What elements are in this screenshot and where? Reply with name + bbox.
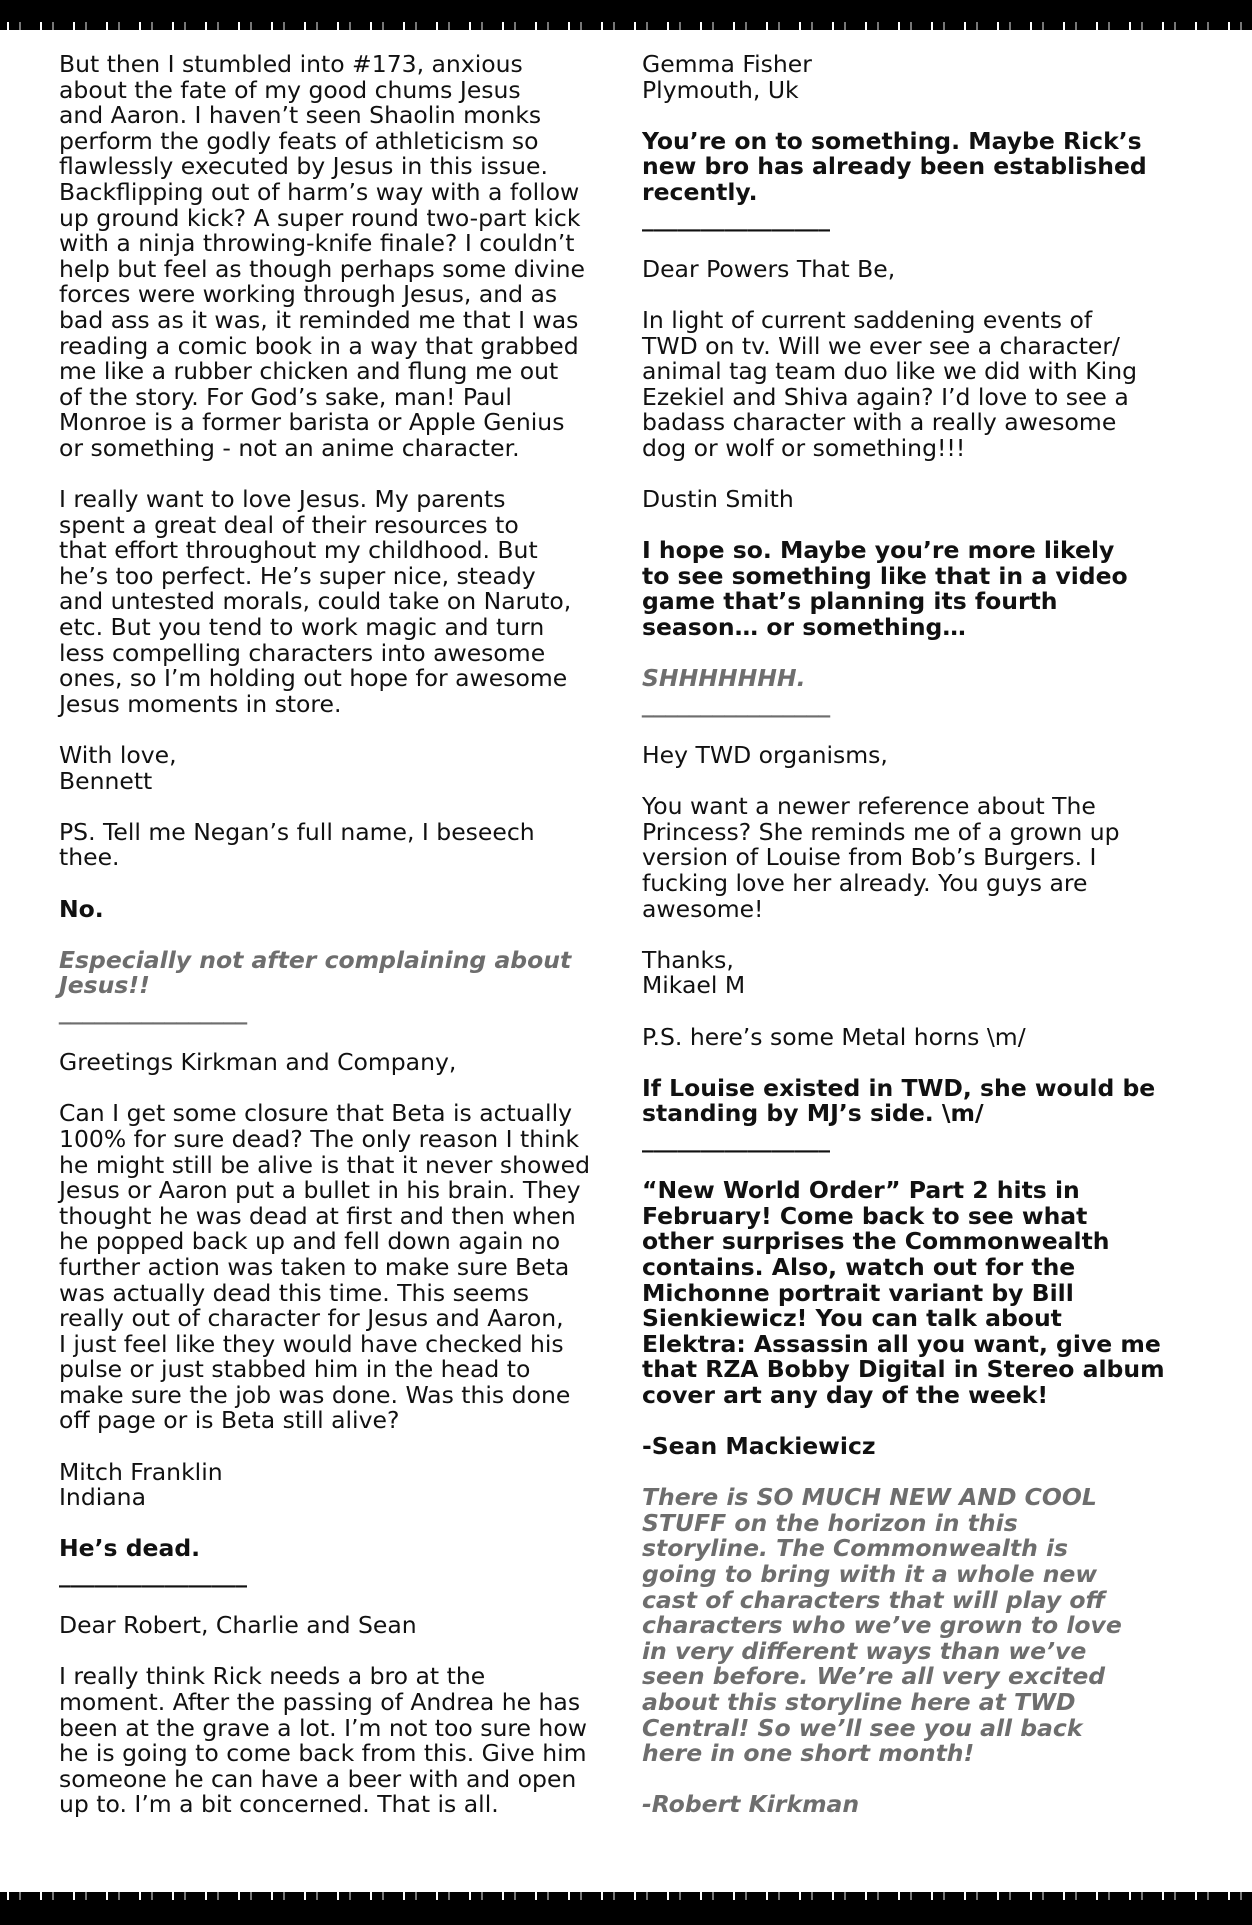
left-column <box>59 52 619 1818</box>
letter-mitch-body: Can I get some closure that Beta is actually 100% for sure dead? The only reason I think he might still be alive is that it never showed Jesus or Aaron put a bullet in his brain. They thought he was dead at first and then when he popped back up and fell down again no further action was taken to make sure Beta was actually dead this time. This seems really out of character for Jesus and Aaron, I just feel like they would have checked his pulse or just stabbed him in the head to make sure the job was done. Was this done off page or is Beta still alive? <box>59 1099 590 1435</box>
letter-gemma-greeting: Dear Robert, Charlie and Sean <box>59 1611 417 1640</box>
letter-mitch-greeting: Greetings Kirkman and Company, <box>59 1048 457 1077</box>
letter-bennett-paragraph-2: I really want to love Jesus. My parents spent a great deal of their resources to that effort throughout my childhood. But he’s too perfect. He’s super nice, steady and untested morals, could take on Naruto, etc. But you tend to work magic and turn less compelling characters into awesome ones, so I’m holding out hope for awesome Jesus moments in store. <box>59 485 572 718</box>
letter-gemma-body: I really think Rick needs a bro at the moment. After the passing of Andrea he has been at the grave a lot. I’m not too sure how he is going to come back from this. Give him someone he can have a beer with and open up to. I’m a bit concerned. That is all. <box>59 1662 587 1819</box>
reply-louise: If Louise existed in TWD, she would be standing by MJ’s side. \m/ ________________ <box>642 1073 1156 1153</box>
reply-shhh: SHHHHHHH. ________________ <box>642 664 830 718</box>
letter-bennett-signoff: With love, Bennett <box>59 741 177 795</box>
letter-dustin-body: In light of current saddening events of TWD on tv. Will we ever see a character/ animal tag team duo like we did with King Ezekiel and Shiva again? I’d love to see a badass character with a really awesome dog or wolf or something!!! <box>642 305 1138 462</box>
signature-sean: -Sean Mackiewicz <box>642 1432 876 1461</box>
letter-mikael-signoff: Thanks, Mikael M <box>642 945 746 1000</box>
signature-robert: -Robert Kirkman <box>642 1790 860 1819</box>
letter-mitch-signature: Mitch Franklin Indiana <box>59 1457 223 1512</box>
right-column <box>642 52 1222 1818</box>
letter-bennett-ps: PS. Tell me Negan’s full name, I beseech thee. <box>59 817 535 872</box>
reply-rick-bro: You’re on to something. Maybe Rick’s new bro has already been established recently. ________________ <box>642 126 1147 232</box>
reply-hes-dead: He’s dead. ________________ <box>59 1534 247 1589</box>
letter-dustin-signature: Dustin Smith <box>642 485 794 514</box>
bottom-border <box>0 1898 1252 1925</box>
reply-i-hope-so: I hope so. Maybe you’re more likely to see something like that in a video game that’s planning its fourth season… or something… <box>642 536 1128 642</box>
letter-gemma-signature: Gemma Fisher Plymouth, Uk <box>642 50 812 104</box>
reply-no: No. <box>59 894 104 923</box>
letter-dustin-greeting: Dear Powers That Be, <box>642 254 896 283</box>
letter-mikael-greeting: Hey TWD organisms, <box>642 741 888 770</box>
letter-mikael-body: You want a newer reference about The Princess? She reminds me of a grown up version of Louise from Bob’s Burgers. I fucking love her already. You guys are awesome! <box>642 792 1120 923</box>
letter-bennett-paragraph-1: But then I stumbled into #173, anxious about the fate of my good chums Jesus and Aaron. I haven’t seen Shaolin monks perform the godly feats of athleticism so flawlessly executed by Jesus in this issue. Backflipping out of harm’s way with a follow up ground kick? A super round two-part kick with a ninja throwing-knife finale? I couldn’t help but feel as though perhaps some divine forces were working through Jesus, and as bad ass as it was, it reminded me that I was reading a comic book in a way that grabbed me like a rubber chicken and flung me out of the story. For God’s sake, man! Paul Monroe is a former barista or Apple Genius or something - not an anime character. <box>59 50 585 462</box>
letter-mikael-ps: P.S. here’s some Metal horns \m/ <box>642 1022 1026 1051</box>
closing-kirkman-note: There is SO MUCH NEW AND COOL STUFF on the horizon in this storyline. The Commonwealth is going to bring with it a whole new cast of characters that will play off characters who we’ve grown to love in very different ways than we’ve seen before. We’re all very excited about this storyline here at TWD Central! So we’ll see you all back here in one short month! <box>642 1483 1122 1768</box>
reply-especially-not: Especially not after complaining about Jesus!! ________________ <box>59 945 572 1025</box>
closing-announcement: “New World Order” Part 2 hits in February! Come back to see what other surprises the Commonwealth contains. Also, watch out for the Michonne portrait variant by Bill Sienkiewicz! You can talk about Elektra: Assassin all you want, give me that RZA Bobby Digital in Stereo album cover art any day of the week! <box>642 1176 1165 1409</box>
top-border <box>0 0 1252 24</box>
